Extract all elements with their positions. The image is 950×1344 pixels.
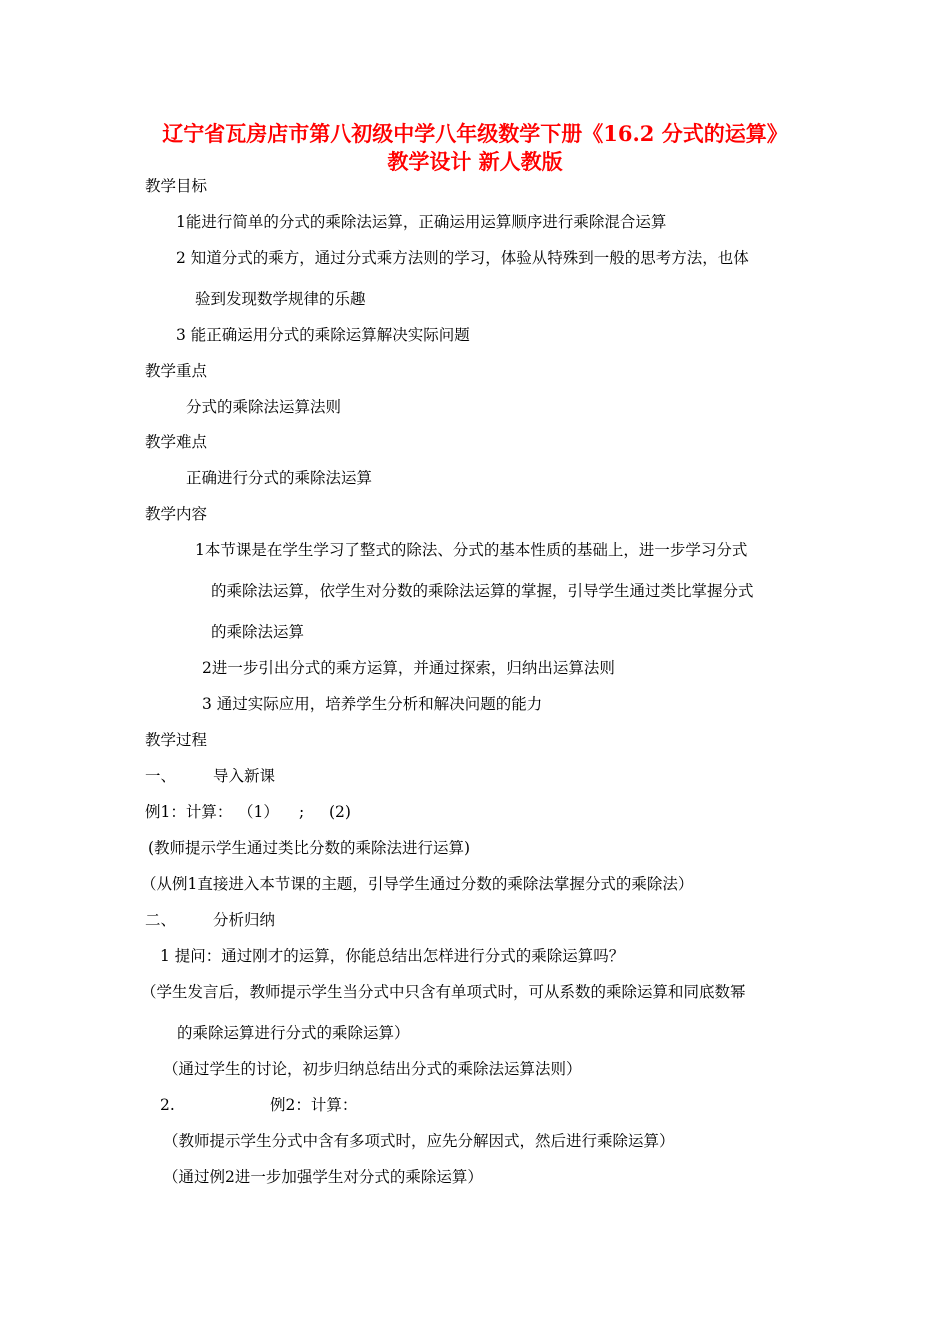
part2-note4: （通过例2进一步加强学生对分式的乘除运算）	[163, 1168, 483, 1186]
content-item-3: 3 通过实际应用，培养学生分析和解决问题的能力	[202, 695, 543, 713]
document-title-line2: 教学设计 新人教版	[387, 149, 563, 174]
part2-note2: （通过学生的讨论，初步归纳总结出分式的乘除法运算法则）	[163, 1060, 582, 1078]
content-item-1: 1本节课是在学生学习了整式的除法、分式的基本性质的基础上，进一步学习分式	[195, 541, 748, 559]
step2-number: 2.	[160, 1096, 175, 1114]
content-item-1-continued-a: 的乘除法运算，依学生对分数的乘除法运算的掌握，引导学生通过类比掌握分式	[211, 582, 754, 600]
part1-number: 一、	[145, 767, 177, 785]
example2-label: 例2：计算：	[270, 1096, 358, 1114]
key-points-heading: 教学重点	[145, 362, 208, 380]
part2-question: 1 提问：通过刚才的运算，你能总结出怎样进行分式的乘除运算吗？	[160, 947, 625, 965]
objective-item-3: 3 能正确运用分式的乘除运算解决实际问题	[176, 326, 470, 344]
document-title-line1: 辽宁省瓦房店市第八初级中学八年级数学下册《16.2 分式的运算》	[162, 121, 788, 146]
part1-note-2: （从例1直接进入本节课的主题，引导学生通过分数的乘除法掌握分式的乘除法）	[141, 875, 694, 893]
key-points-text: 分式的乘除法运算法则	[186, 398, 342, 416]
part2-number: 二、	[145, 911, 177, 929]
part2-note3: （教师提示学生分式中含有多项式时，应先分解因式，然后进行乘除运算）	[163, 1132, 675, 1150]
difficulties-heading: 教学难点	[145, 433, 208, 451]
example1-label: 例1：计算：	[145, 803, 233, 821]
difficulties-text: 正确进行分式的乘除法运算	[186, 469, 373, 487]
objective-item-1: 1能进行简单的分式的乘除法运算，正确运用运算顺序进行乘除混合运算	[176, 213, 667, 231]
objectives-heading: 教学目标	[145, 177, 208, 195]
objective-item-2: 2 知道分式的乘方，通过分式乘方法则的学习，体验从特殊到一般的思考方法，也体	[176, 249, 749, 267]
example1-item2: (2)	[329, 803, 351, 821]
part2-note1-line2: 的乘除运算进行分式的乘除运算）	[177, 1024, 410, 1042]
part1-title: 导入新课	[213, 767, 276, 785]
content-heading: 教学内容	[145, 505, 208, 523]
part1-note-1: (教师提示学生通过类比分数的乘除法进行运算)	[148, 839, 471, 857]
content-item-1-continued-b: 的乘除法运算	[211, 623, 305, 641]
part2-note1-line1: （学生发言后，教师提示学生当分式中只含有单项式时，可从系数的乘除运算和同底数幂	[141, 983, 746, 1001]
part2-title: 分析归纳	[213, 911, 276, 929]
process-heading: 教学过程	[145, 731, 208, 749]
content-item-2: 2进一步引出分式的乘方运算，并通过探索，归纳出运算法则	[202, 659, 615, 677]
example1-item1: （1）	[238, 803, 279, 821]
example1-separator: ;	[299, 803, 305, 821]
objective-item-2-continued: 验到发现数学规律的乐趣	[195, 290, 366, 308]
